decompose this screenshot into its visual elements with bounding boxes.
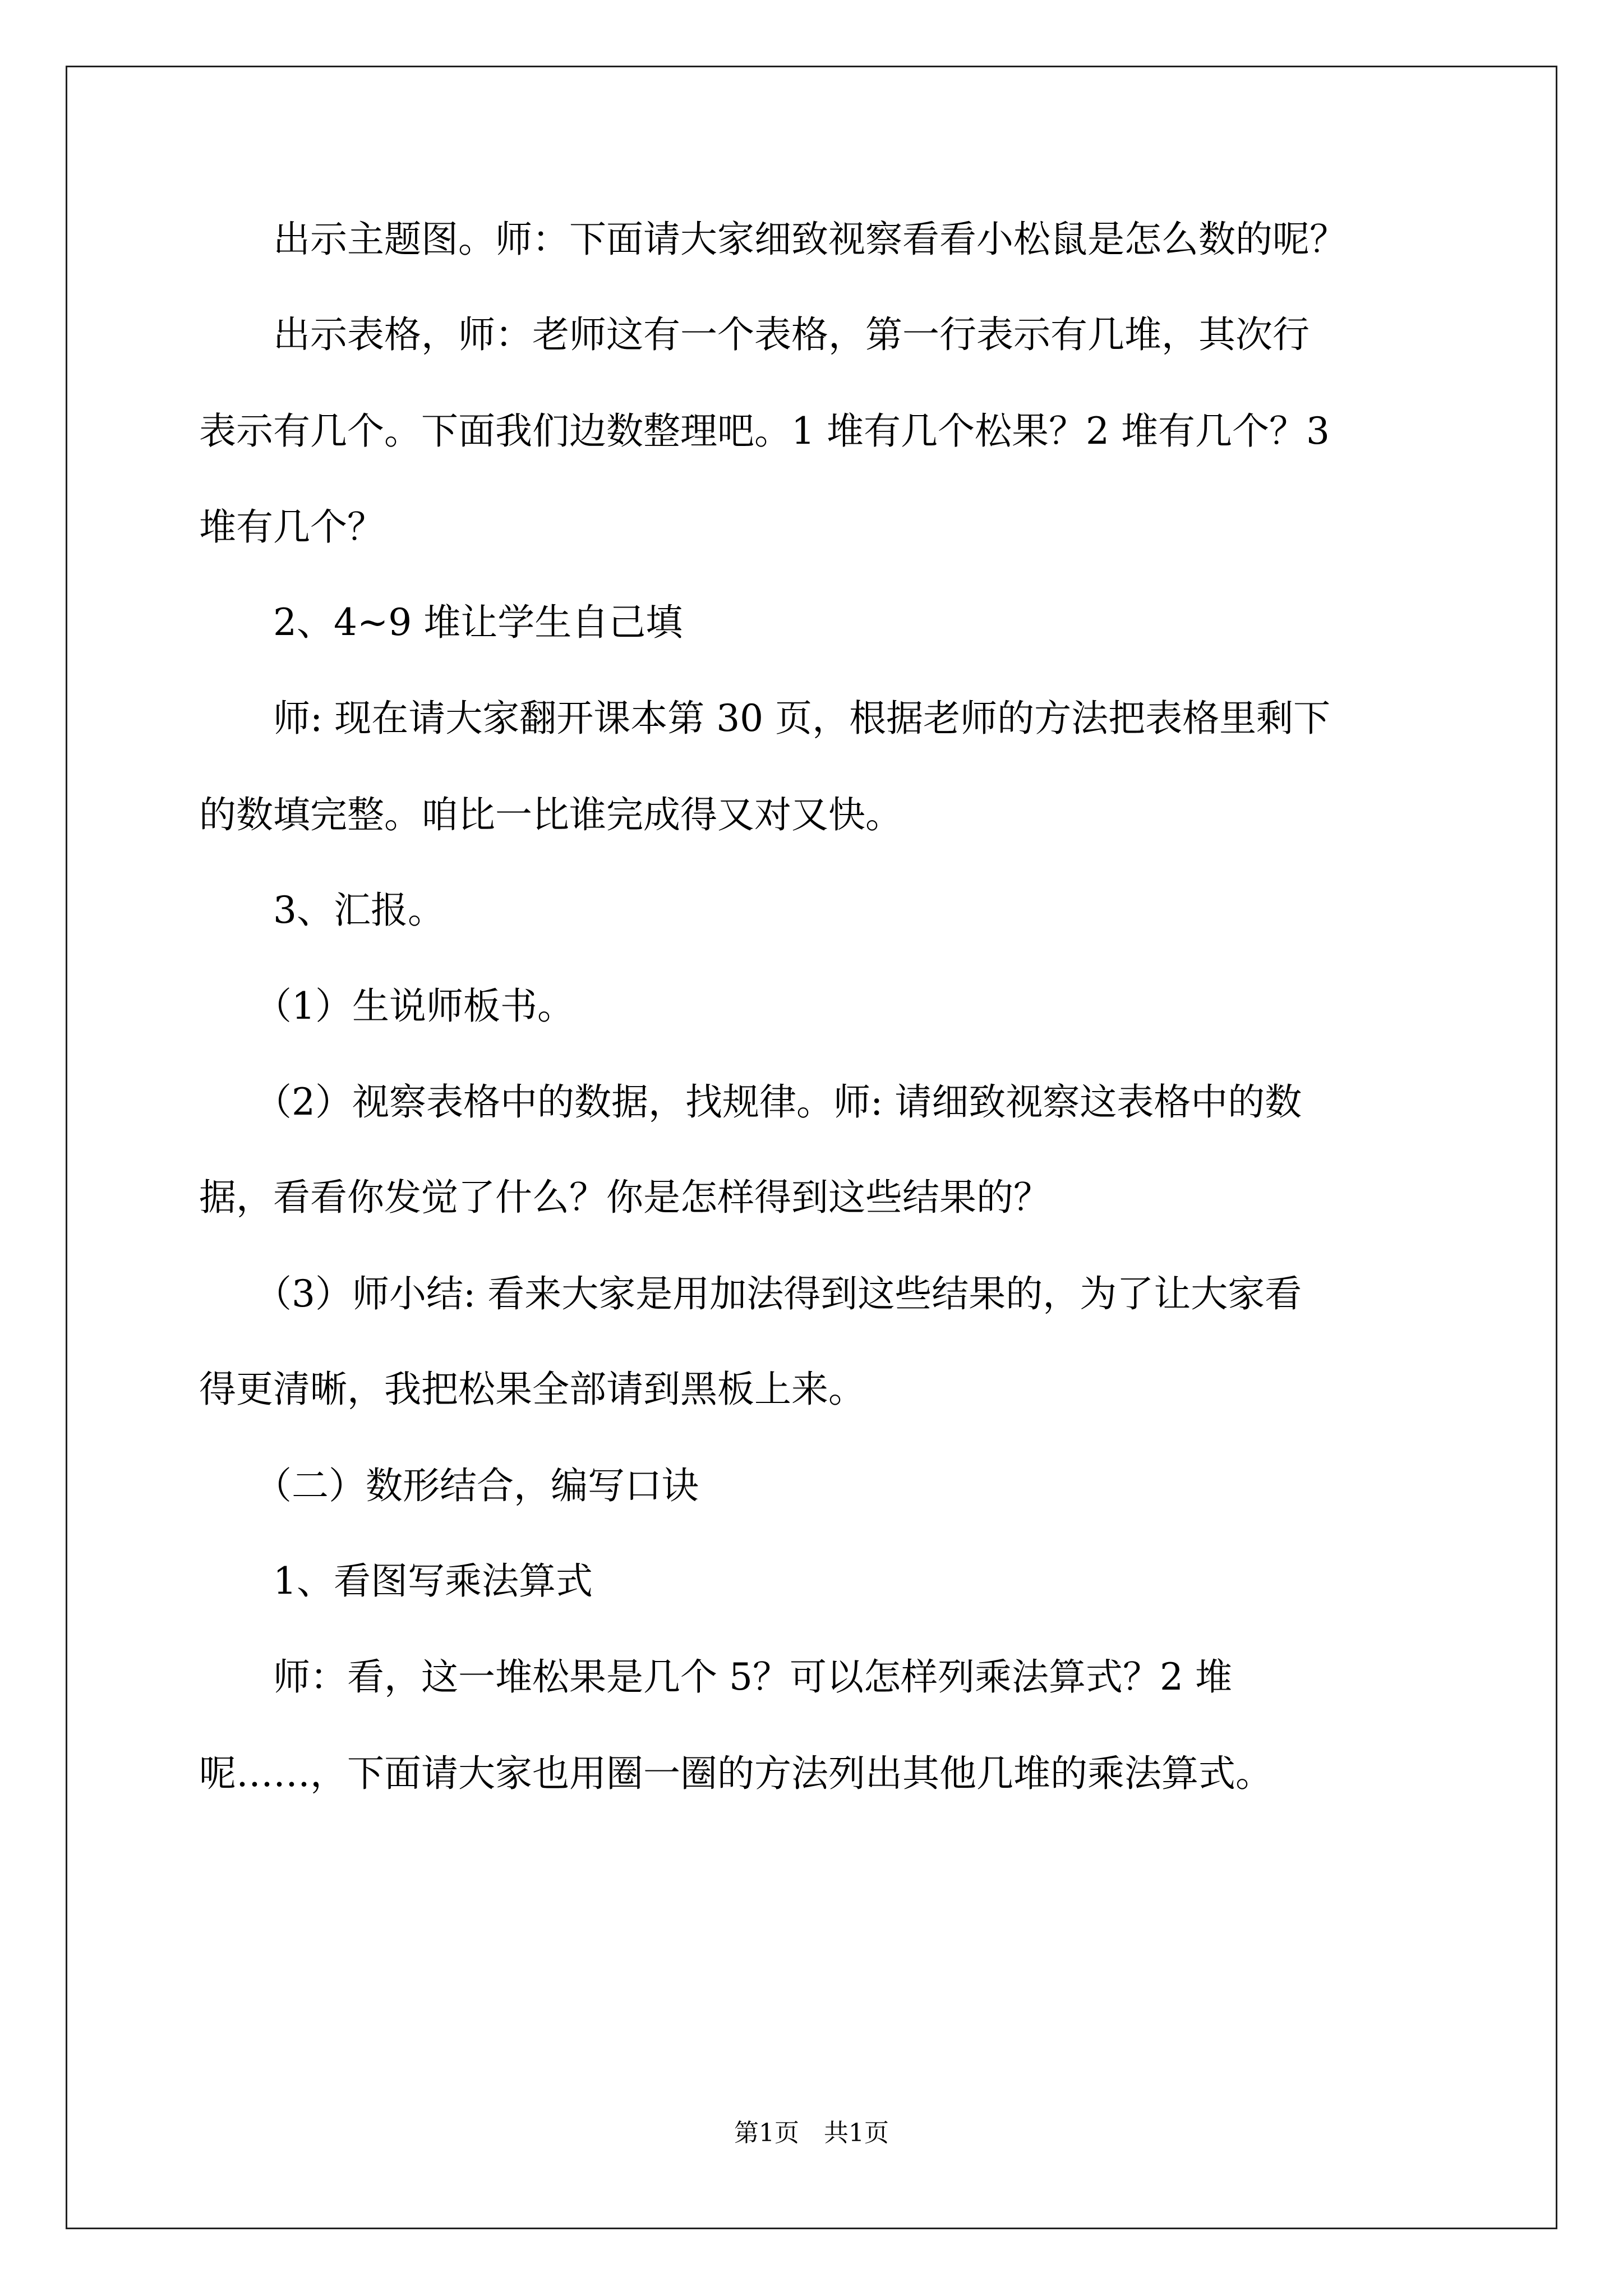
paragraph-line: 2、4~9 堆让学生自己填 (199, 601, 683, 644)
paragraph-line: 出示主题图。师：下面请大家细致视察看看小松鼠是怎么数的呢？ (199, 218, 1347, 261)
paragraph-line: 出示表格，师：老师这有一个表格，第一行表示有几堆，其次行 (199, 313, 1310, 356)
paragraph-line: 呢……，下面请大家也用圈一圈的方法列出其他几堆的乘法算式。 (199, 1752, 1272, 1795)
paragraph-line: 据，看看你发觉了什么？你是怎样得到这些结果的？ (199, 1176, 1050, 1219)
page-border (66, 66, 1557, 2229)
paragraph-line: （二）数形结合，编写口诀 (199, 1464, 699, 1507)
paragraph-line: 师：看，这一堆松果是几个 5？可以怎样列乘法算式？2 堆 (199, 1655, 1232, 1699)
paragraph-line: （1）生说师板书。 (199, 984, 574, 1028)
page-number-footer: 第1页 共1页 (734, 2119, 889, 2147)
paragraph-line: 1、看图写乘法算式 (199, 1559, 593, 1603)
paragraph-line: 3、汇报。 (199, 889, 445, 932)
paragraph-line: （2）视察表格中的数据，找规律。师: 请细致视察这表格中的数 (199, 1080, 1302, 1124)
paragraph-line: 堆有几个？ (199, 505, 384, 549)
paragraph-line: 师: 现在请大家翻开课本第 30 页，根据老师的方法把表格里剩下 (199, 697, 1331, 740)
paragraph-line: 的数填完整。咱比一比谁完成得又对又快。 (199, 793, 902, 836)
paragraph-line: （3）师小结: 看来大家是用加法得到这些结果的，为了让大家看 (199, 1272, 1302, 1315)
paragraph-line: 得更清晰，我把松果全部请到黑板上来。 (199, 1368, 865, 1411)
paragraph-line: 表示有几个。下面我们边数整理吧。1 堆有几个松果？2 堆有几个？3 (199, 409, 1330, 453)
